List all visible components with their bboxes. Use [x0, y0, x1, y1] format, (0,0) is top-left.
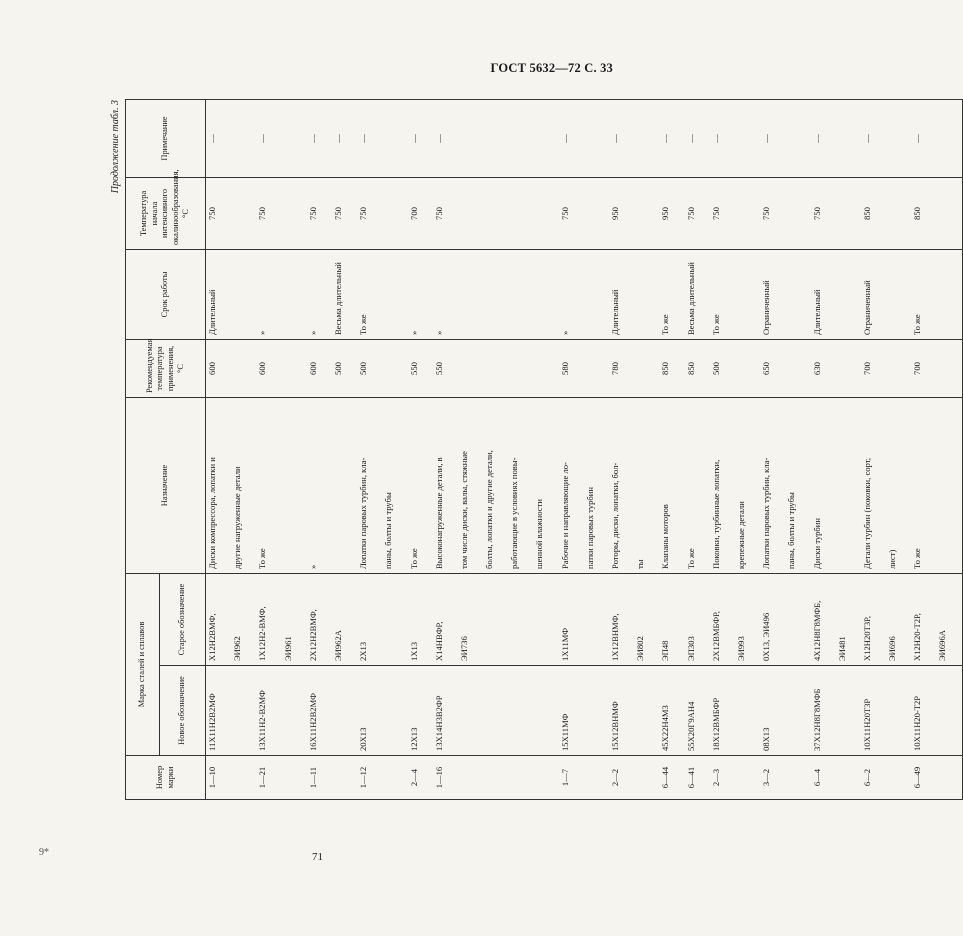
cell-scale	[483, 178, 508, 250]
table-row	[282, 100, 307, 800]
cell-new: 10Х11Н20-Т2Р	[911, 666, 936, 756]
cell-new: 13Х11Н2-В2МФ	[256, 666, 281, 756]
cell-scale: 750	[760, 178, 785, 250]
corner-mark: 9*	[39, 847, 49, 858]
cell-old	[533, 574, 558, 666]
cell-purpose: лист)	[886, 398, 911, 574]
cell-num: 6—41	[685, 756, 710, 800]
cell-purpose: ты	[634, 398, 659, 574]
cell-old: Х14НВФР,	[433, 574, 458, 666]
cell-scale	[735, 178, 760, 250]
table-row	[206, 100, 232, 800]
cell-term	[533, 250, 558, 340]
cell-num: 6—44	[659, 756, 684, 800]
cell-note: —	[433, 100, 458, 178]
cell-new	[936, 666, 962, 756]
cell-scale	[382, 178, 407, 250]
cell-new	[458, 666, 483, 756]
cell-scale	[458, 178, 483, 250]
cell-purpose: То же	[256, 398, 281, 574]
cell-term	[584, 250, 609, 340]
cell-scale	[634, 178, 659, 250]
page-number: 71	[312, 851, 323, 863]
table-row	[735, 100, 760, 800]
cell-temp	[533, 340, 558, 398]
cell-old: 1Х11МФ	[559, 574, 584, 666]
cell-note: —	[559, 100, 584, 178]
cell-new: 20Х13	[357, 666, 382, 756]
cell-purpose	[332, 398, 357, 574]
cell-temp	[936, 340, 962, 398]
cell-new: 15Х12ВНМФ	[609, 666, 634, 756]
cell-purpose: Диски турбин	[811, 398, 836, 574]
cell-purpose: Роторы, диски, лопатки, бол-	[609, 398, 634, 574]
cell-scale: 750	[559, 178, 584, 250]
cell-temp: 600	[307, 340, 332, 398]
cell-note: —	[685, 100, 710, 178]
cell-temp: 550	[408, 340, 433, 398]
table-row	[433, 100, 458, 800]
cell-temp: 650	[760, 340, 785, 398]
cell-temp	[634, 340, 659, 398]
cell-scale: 750	[710, 178, 735, 250]
cell-temp	[382, 340, 407, 398]
cell-note: —	[911, 100, 936, 178]
cell-temp: 630	[811, 340, 836, 398]
cell-old: 1Х12ВНМФ,	[609, 574, 634, 666]
cell-note: —	[206, 100, 232, 178]
cell-scale: 700	[408, 178, 433, 250]
cell-new: 08Х13	[760, 666, 785, 756]
cell-temp	[483, 340, 508, 398]
cell-scale: 750	[433, 178, 458, 250]
cell-new	[836, 666, 861, 756]
cell-term: Длительный	[609, 250, 634, 340]
cell-term	[231, 250, 256, 340]
cell-new: 45Х22Н4М3	[659, 666, 684, 756]
cell-old: Х12Н20Т3Р,	[861, 574, 886, 666]
table-row	[634, 100, 659, 800]
cell-new: 12Х13	[408, 666, 433, 756]
cell-purpose	[282, 398, 307, 574]
cell-note	[282, 100, 307, 178]
cell-new: 55Х20Г9АН4	[685, 666, 710, 756]
cell-new: 15Х11МФ	[559, 666, 584, 756]
page-header: ГОСТ 5632—72 С. 33	[490, 61, 613, 75]
cell-num: 2—4	[408, 756, 433, 800]
cell-old: 2Х12ВМБФР,	[710, 574, 735, 666]
cell-term: Длительный	[206, 250, 232, 340]
cell-term	[458, 250, 483, 340]
cell-scale	[936, 178, 962, 250]
cell-note: —	[332, 100, 357, 178]
cell-temp	[231, 340, 256, 398]
cell-scale	[584, 178, 609, 250]
cell-note: —	[357, 100, 382, 178]
header-purpose: Назначение	[126, 398, 206, 574]
cell-note	[483, 100, 508, 178]
cell-purpose: То же	[911, 398, 936, 574]
table-row	[559, 100, 584, 800]
cell-note: —	[760, 100, 785, 178]
cell-num: 1—7	[559, 756, 584, 800]
cell-scale	[785, 178, 810, 250]
cell-note	[785, 100, 810, 178]
cell-temp	[584, 340, 609, 398]
cell-temp	[735, 340, 760, 398]
cell-temp: 500	[357, 340, 382, 398]
table-row	[483, 100, 508, 800]
cell-num: 6—4	[811, 756, 836, 800]
cell-num	[886, 756, 911, 800]
cell-new	[533, 666, 558, 756]
table-row	[811, 100, 836, 800]
cell-note	[508, 100, 533, 178]
cell-term	[508, 250, 533, 340]
continuation-label: Продолжение табл. 3	[110, 100, 121, 194]
cell-num	[785, 756, 810, 800]
cell-purpose: болты, лопатки и другие детали,	[483, 398, 508, 574]
cell-old: ЭИ802	[634, 574, 659, 666]
cell-temp: 780	[609, 340, 634, 398]
cell-purpose: шенной влажности	[533, 398, 558, 574]
cell-temp: 600	[206, 340, 232, 398]
cell-old: ЭИ696А	[936, 574, 962, 666]
table-row	[508, 100, 533, 800]
cell-note: —	[861, 100, 886, 178]
cell-new: 10Х11Н20Т3Р	[861, 666, 886, 756]
cell-term: »	[559, 250, 584, 340]
header-old: Старое обозначение	[160, 574, 206, 666]
cell-old: 2Х13	[357, 574, 382, 666]
header-term: Срок работы	[126, 250, 206, 340]
cell-note: —	[609, 100, 634, 178]
cell-num	[584, 756, 609, 800]
cell-term	[483, 250, 508, 340]
table-row	[458, 100, 483, 800]
table-row	[256, 100, 281, 800]
cell-purpose	[836, 398, 861, 574]
cell-term: »	[408, 250, 433, 340]
cell-new: 18Х12ВМБФР	[710, 666, 735, 756]
cell-old: ЭИ696	[886, 574, 911, 666]
header-note: Примечание	[126, 100, 206, 178]
cell-num	[735, 756, 760, 800]
cell-temp	[508, 340, 533, 398]
cell-new: 13Х14Н3В2ФР	[433, 666, 458, 756]
cell-term	[836, 250, 861, 340]
cell-scale	[282, 178, 307, 250]
cell-purpose: Лопатки паровых турбин, кла-	[760, 398, 785, 574]
cell-scale: 750	[256, 178, 281, 250]
cell-purpose: крепежные детали	[735, 398, 760, 574]
cell-old: Х12Н20-Т2Р,	[911, 574, 936, 666]
cell-note	[936, 100, 962, 178]
cell-num	[836, 756, 861, 800]
cell-new	[382, 666, 407, 756]
cell-new	[886, 666, 911, 756]
cell-temp: 580	[559, 340, 584, 398]
cell-note: —	[710, 100, 735, 178]
cell-note: —	[256, 100, 281, 178]
cell-note: —	[408, 100, 433, 178]
table-row	[332, 100, 357, 800]
header-scale: Температура начала интенсивного окалинообразования, °С	[126, 178, 206, 250]
cell-temp	[886, 340, 911, 398]
table-row	[382, 100, 407, 800]
cell-old: Х12Н2ВМФ,	[206, 574, 232, 666]
cell-scale: 850	[911, 178, 936, 250]
cell-purpose: паны, болты и трубы	[382, 398, 407, 574]
cell-old: 1Х12Н2-ВМФ,	[256, 574, 281, 666]
cell-temp: 550	[433, 340, 458, 398]
cell-purpose: паны, болты и трубы	[785, 398, 810, 574]
header-new: Новое обозначение	[160, 666, 206, 756]
cell-scale	[508, 178, 533, 250]
cell-note: —	[659, 100, 684, 178]
cell-num: 1—11	[307, 756, 332, 800]
cell-old	[508, 574, 533, 666]
cell-num	[231, 756, 256, 800]
table-row	[886, 100, 911, 800]
cell-temp	[458, 340, 483, 398]
cell-term: »	[256, 250, 281, 340]
cell-purpose: То же	[408, 398, 433, 574]
cell-term	[382, 250, 407, 340]
cell-scale: 750	[206, 178, 232, 250]
cell-old: ЭИ961	[282, 574, 307, 666]
cell-term	[886, 250, 911, 340]
cell-temp: 850	[659, 340, 684, 398]
cell-purpose: То же	[685, 398, 710, 574]
cell-term	[735, 250, 760, 340]
table-row	[760, 100, 785, 800]
cell-temp	[282, 340, 307, 398]
table-row	[357, 100, 382, 800]
cell-scale	[836, 178, 861, 250]
cell-old	[483, 574, 508, 666]
table-row	[836, 100, 861, 800]
table-row	[231, 100, 256, 800]
cell-note	[382, 100, 407, 178]
cell-num	[936, 756, 962, 800]
cell-old: ЭП48	[659, 574, 684, 666]
cell-term: То же	[710, 250, 735, 340]
cell-note	[458, 100, 483, 178]
header-group: Марка сталей и сплавов	[126, 574, 160, 756]
cell-old: ЭИ962А	[332, 574, 357, 666]
cell-note	[886, 100, 911, 178]
cell-new	[735, 666, 760, 756]
cell-new	[483, 666, 508, 756]
cell-num: 6—2	[861, 756, 886, 800]
cell-old	[584, 574, 609, 666]
cell-temp: 600	[256, 340, 281, 398]
cell-num: 3—2	[760, 756, 785, 800]
table-row	[659, 100, 684, 800]
cell-term: Весьма длительный	[685, 250, 710, 340]
cell-new	[785, 666, 810, 756]
cell-scale: 750	[332, 178, 357, 250]
cell-num	[282, 756, 307, 800]
table-row	[861, 100, 886, 800]
cell-num	[382, 756, 407, 800]
table-row	[609, 100, 634, 800]
cell-old: ЭИ962	[231, 574, 256, 666]
cell-new	[332, 666, 357, 756]
cell-num	[634, 756, 659, 800]
cell-scale: 750	[811, 178, 836, 250]
cell-old: ЭИ481	[836, 574, 861, 666]
cell-purpose: работающие в условиях повы-	[508, 398, 533, 574]
cell-new: 16Х11Н2В2МФ	[307, 666, 332, 756]
cell-scale: 750	[357, 178, 382, 250]
cell-term: »	[307, 250, 332, 340]
cell-num: 6—49	[911, 756, 936, 800]
cell-term	[282, 250, 307, 340]
cell-term: Длительный	[811, 250, 836, 340]
cell-num	[458, 756, 483, 800]
table-row	[533, 100, 558, 800]
table-row	[408, 100, 433, 800]
cell-num: 2—3	[710, 756, 735, 800]
cell-term: То же	[911, 250, 936, 340]
table-row	[936, 100, 962, 800]
cell-note	[836, 100, 861, 178]
cell-note	[735, 100, 760, 178]
steel-table	[125, 99, 963, 800]
cell-term	[785, 250, 810, 340]
cell-num: 2—2	[609, 756, 634, 800]
cell-num: 1—12	[357, 756, 382, 800]
cell-old: 1Х13	[408, 574, 433, 666]
table-body	[206, 100, 963, 800]
cell-purpose: »	[307, 398, 332, 574]
cell-old: 0Х13, ЭИ496	[760, 574, 785, 666]
cell-scale: 850	[861, 178, 886, 250]
cell-temp: 500	[710, 340, 735, 398]
cell-new: 37Х12Н8Г8МФБ	[811, 666, 836, 756]
cell-scale: 750	[307, 178, 332, 250]
cell-old: 2Х12Н2ВМФ,	[307, 574, 332, 666]
cell-old: 4Х12Н8Г8МФБ,	[811, 574, 836, 666]
cell-purpose: Детали турбин (поковки, сорт,	[861, 398, 886, 574]
cell-new	[508, 666, 533, 756]
cell-note	[533, 100, 558, 178]
cell-scale: 750	[685, 178, 710, 250]
cell-note	[231, 100, 256, 178]
table-row	[911, 100, 936, 800]
cell-purpose: Рабочие и направляющие ло-	[559, 398, 584, 574]
cell-term: Ограниченный	[861, 250, 886, 340]
cell-term	[634, 250, 659, 340]
cell-purpose	[936, 398, 962, 574]
cell-scale	[886, 178, 911, 250]
cell-old	[785, 574, 810, 666]
table-row	[785, 100, 810, 800]
cell-term: Весьма длительный	[332, 250, 357, 340]
cell-note: —	[307, 100, 332, 178]
cell-purpose: патки паровых турбин	[584, 398, 609, 574]
cell-note: —	[811, 100, 836, 178]
cell-scale: 950	[609, 178, 634, 250]
cell-num: 1—21	[256, 756, 281, 800]
cell-purpose: Клапаны моторов	[659, 398, 684, 574]
cell-scale	[231, 178, 256, 250]
cell-purpose: Высоконагруженные детали, в	[433, 398, 458, 574]
cell-purpose: другие нагруженные детали	[231, 398, 256, 574]
cell-num	[483, 756, 508, 800]
cell-new	[584, 666, 609, 756]
cell-temp: 850	[685, 340, 710, 398]
cell-temp	[785, 340, 810, 398]
cell-temp	[836, 340, 861, 398]
cell-new	[231, 666, 256, 756]
cell-num: 1—10	[206, 756, 232, 800]
rotated-table-block	[110, 100, 948, 800]
cell-old: ЭИ736	[458, 574, 483, 666]
header-num: Номер марки	[126, 756, 206, 800]
cell-temp: 700	[911, 340, 936, 398]
header-temp: Рекомендуемая температура применения, °С	[126, 340, 206, 398]
cell-old	[382, 574, 407, 666]
cell-term	[936, 250, 962, 340]
cell-old: ЭП303	[685, 574, 710, 666]
cell-purpose: том числе диски, валы, стяжные	[458, 398, 483, 574]
cell-temp: 700	[861, 340, 886, 398]
cell-num	[332, 756, 357, 800]
cell-scale: 950	[659, 178, 684, 250]
cell-new	[634, 666, 659, 756]
cell-scale	[533, 178, 558, 250]
table-row	[307, 100, 332, 800]
cell-num	[533, 756, 558, 800]
cell-num	[508, 756, 533, 800]
cell-term: То же	[357, 250, 382, 340]
cell-term: Ограниченный	[760, 250, 785, 340]
cell-purpose: Лопатки паровых турбин, кла-	[357, 398, 382, 574]
cell-old: ЭИ993	[735, 574, 760, 666]
cell-purpose: Поковки, турбинные лопатки,	[710, 398, 735, 574]
cell-new: 11Х11Н2В2МФ	[206, 666, 232, 756]
table-row	[584, 100, 609, 800]
table-row	[685, 100, 710, 800]
cell-temp: 500	[332, 340, 357, 398]
cell-new	[282, 666, 307, 756]
cell-term: То же	[659, 250, 684, 340]
cell-num: 1—16	[433, 756, 458, 800]
cell-note	[634, 100, 659, 178]
cell-purpose: Диски компрессора, лопатки и	[206, 398, 232, 574]
cell-term: »	[433, 250, 458, 340]
cell-note	[584, 100, 609, 178]
table-row	[710, 100, 735, 800]
